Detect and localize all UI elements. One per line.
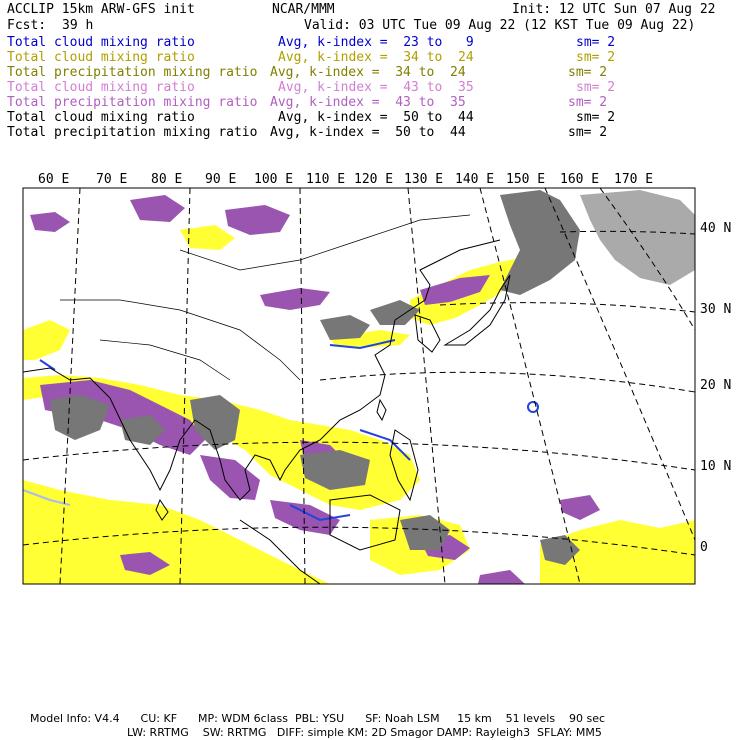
- model-info-line1: Model Info: V4.4 CU: KF MP: WDM 6class PBL: YSU SF: Noah LSM 15 km 51 levels 90 sec: [30, 712, 606, 725]
- legend-range: Avg, k-index = 23 to 9: [278, 35, 474, 50]
- lon-label: 140 E: [455, 172, 495, 187]
- legend-field: Total precipitation mixing ratio: [7, 65, 258, 80]
- lon-label: 110 E: [306, 172, 346, 187]
- legend-range: Avg, k-index = 34 to 24: [270, 65, 466, 80]
- legend-sm: sm= 2: [576, 80, 616, 95]
- lon-label: 170 E: [614, 172, 654, 187]
- lat-label: 30 N: [700, 302, 732, 317]
- title: ACCLIP 15km ARW-GFS init: [7, 2, 195, 17]
- legend-sm: sm= 2: [576, 35, 616, 50]
- legend-sm: sm= 2: [568, 65, 608, 80]
- map-contents: [23, 188, 695, 584]
- fcst-value: 39 h: [62, 18, 94, 33]
- lat-label: 10 N: [700, 459, 732, 474]
- legend-field: Total cloud mixing ratio: [7, 80, 195, 95]
- lon-label: 160 E: [560, 172, 600, 187]
- legend-field: Total precipitation mixing ratio: [7, 125, 258, 140]
- lat-label: 0: [700, 540, 708, 555]
- lon-label: 80 E: [151, 172, 183, 187]
- legend-range: Avg, k-index = 50 to 44: [270, 125, 466, 140]
- init-time: Init: 12 UTC Sun 07 Aug 22: [512, 2, 716, 17]
- legend-field: Total cloud mixing ratio: [7, 110, 195, 125]
- legend-sm: sm= 2: [576, 110, 616, 125]
- lon-label: 130 E: [404, 172, 444, 187]
- legend-field: Total cloud mixing ratio: [7, 50, 195, 65]
- lat-label: 40 N: [700, 221, 732, 236]
- legend-range: Avg, k-index = 43 to 35: [278, 80, 474, 95]
- lat-label: 20 N: [700, 378, 732, 393]
- fcst-label: Fcst:: [7, 18, 47, 33]
- lon-label: 90 E: [205, 172, 237, 187]
- legend-sm: sm= 2: [568, 125, 608, 140]
- center-name: NCAR/MMM: [272, 2, 335, 17]
- legend-range: Avg, k-index = 34 to 24: [278, 50, 474, 65]
- legend-sm: sm= 2: [576, 50, 616, 65]
- lon-label: 120 E: [354, 172, 394, 187]
- legend-field: Total precipitation mixing ratio: [7, 95, 258, 110]
- legend-field: Total cloud mixing ratio: [7, 35, 195, 50]
- lon-label: 60 E: [38, 172, 70, 187]
- model-info-line2: LW: RRTMG SW: RRTMG DIFF: simple KM: 2D Smagor DAMP: Rayleigh3 SFLAY: MM5: [127, 726, 602, 739]
- valid-time: Valid: 03 UTC Tue 09 Aug 22 (12 KST Tue 09 Aug 22): [304, 18, 696, 33]
- legend-sm: sm= 2: [568, 95, 608, 110]
- lon-label: 150 E: [506, 172, 546, 187]
- lon-label: 70 E: [96, 172, 128, 187]
- legend-range: Avg, k-index = 43 to 35: [270, 95, 466, 110]
- legend-range: Avg, k-index = 50 to 44: [278, 110, 474, 125]
- lon-label: 100 E: [254, 172, 294, 187]
